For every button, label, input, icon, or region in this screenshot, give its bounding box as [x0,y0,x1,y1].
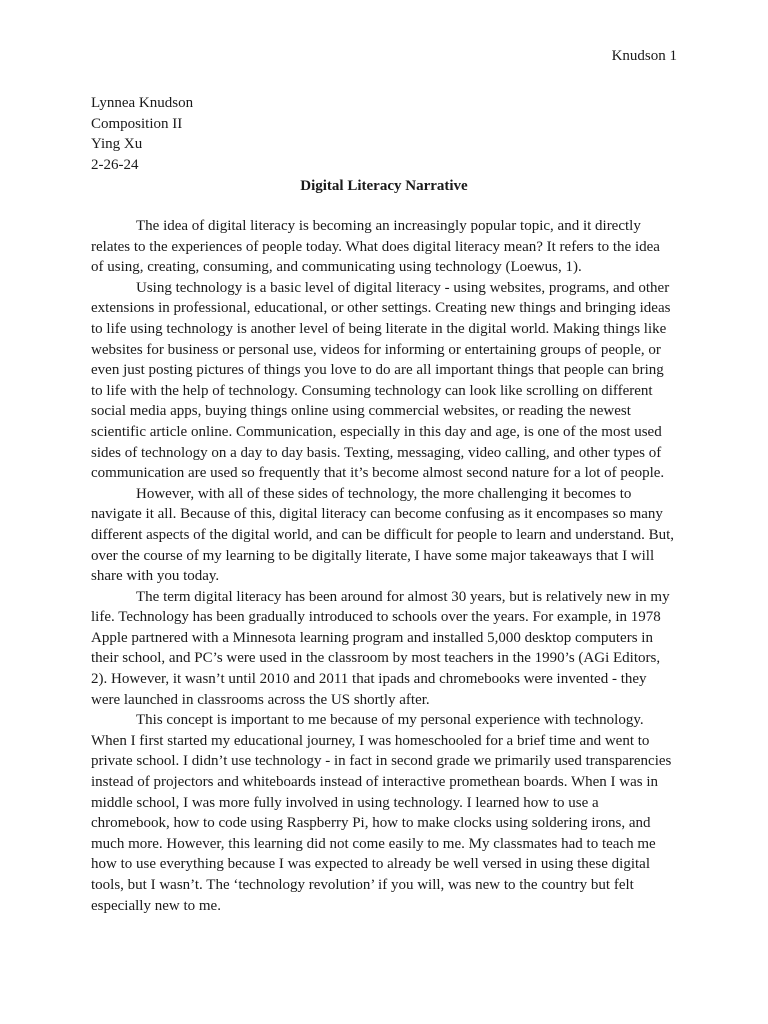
paragraph-line: navigate it all. Because of this, digital literacy can become confusing as it encompases so many [91,506,663,523]
paragraph-line: life. Technology has been gradually introduced to schools over the years. For example, in 1978 [91,609,661,626]
paragraph-line: share with you today. [91,568,220,585]
paragraph-line: instead of projectors and whiteboards instead of interactive promethean boards. When I was in [91,774,659,791]
paragraph-line: The term digital literacy has been around for almost 30 years, but is relatively new in my [136,588,670,605]
running-head: Knudson 1 [611,48,677,64]
paragraph [91,216,691,278]
paragraph-line: relates to the experiences of people today. What does digital literacy mean? It refers to the idea [91,238,660,255]
paragraph-line: private school. I didn’t use technology - in fact in second grade we primarily used transparencies [91,753,672,770]
paragraph-line: especially new to me. [91,897,221,914]
course-name: Composition II [91,115,183,132]
heading-block [91,93,193,175]
body-text [91,216,691,916]
paragraph [91,710,691,916]
paragraph-line: When I first started my educational journey, I was homeschooled for a brief time and went to [91,732,650,749]
paragraph-line: social media apps, buying things online using commercial websites, or reading the newest [91,403,631,420]
paragraph-line: their school, and PC’s were used in the classroom by most teachers in the 1990’s (AGi Editors, [91,650,661,667]
paragraph-line: tools, but I wasn’t. The ‘technology revolution’ if you will, was new to the country but felt [91,877,634,893]
paragraph-line: different aspects of the digital world, and can be difficult for people to learn and understand. But, [91,526,675,543]
paragraph-line: The idea of digital literacy is becoming an increasingly popular topic, and it directly [136,218,641,234]
paragraph-line: to life with the help of technology. Consuming technology can look like scrolling on different [91,382,653,399]
paragraph-line: much more. However, this learning did not come easily to me. My classmates had to teach me [91,835,656,852]
date-line: 2-26-24 [91,156,139,173]
paragraph-line: to life using technology is another level of being literate in the digital world. Making things like [91,320,667,337]
paragraph-line: communication are used so frequently that it’s become almost second nature for a lot of people. [91,465,665,482]
paragraph-line: even just posting pictures of things you love to do are all important things that people can bring [91,362,664,379]
paragraph [91,278,691,484]
paragraph [91,587,691,711]
paragraph-line: However, with all of these sides of technology, the more challenging it becomes to [136,485,632,502]
paragraph-line: scientific article online. Communication, especially in this day and age, is one of the most used [91,423,662,440]
paragraph-line: Apple partnered with a Minnesota learning program and installed 5,000 desktop computers in [91,629,653,646]
document-title: Digital Literacy Narrative [300,178,468,194]
instructor-name: Ying Xu [91,136,143,152]
paragraph-line: extensions in professional, educational, or other settings. Creating new things and bringing ideas [91,300,671,317]
paragraph-line: middle school, I was more fully involved in using technology. I learned how to use a [91,794,599,811]
paragraph-line: over the course of my learning to be digitally literate, I have some major takeaways that I will [91,547,655,564]
student-name: Lynnea Knudson [91,95,194,111]
paragraph-line: were launched in classrooms across the US shortly after. [91,691,430,708]
paragraph-line: 2). However, it wasn’t until 2010 and 2011 that ipads and chromebooks were invented - they [91,671,647,688]
paragraph-line: websites for business or personal use, videos for informing or entertaining groups of people, or [91,341,661,358]
paragraph-line: sides of technology on a day to day basis. Texting, messaging, video calling, and other types of [91,444,662,461]
paragraph-line: chromebook, how to code using Raspberry Pi, how to make clocks using soldering irons, and [91,815,651,832]
paragraph-line: This concept is important to me because of my personal experience with technology. [136,712,644,729]
paragraph-line: of using, creating, consuming, and communicating using technology (Loewus, 1). [91,259,582,276]
paragraph [91,484,691,587]
paragraph-line: how to use everything because I was expected to already be well versed in using these digital [91,856,650,873]
paragraph-line: Using technology is a basic level of digital literacy - using websites, programs, and other [136,279,670,296]
